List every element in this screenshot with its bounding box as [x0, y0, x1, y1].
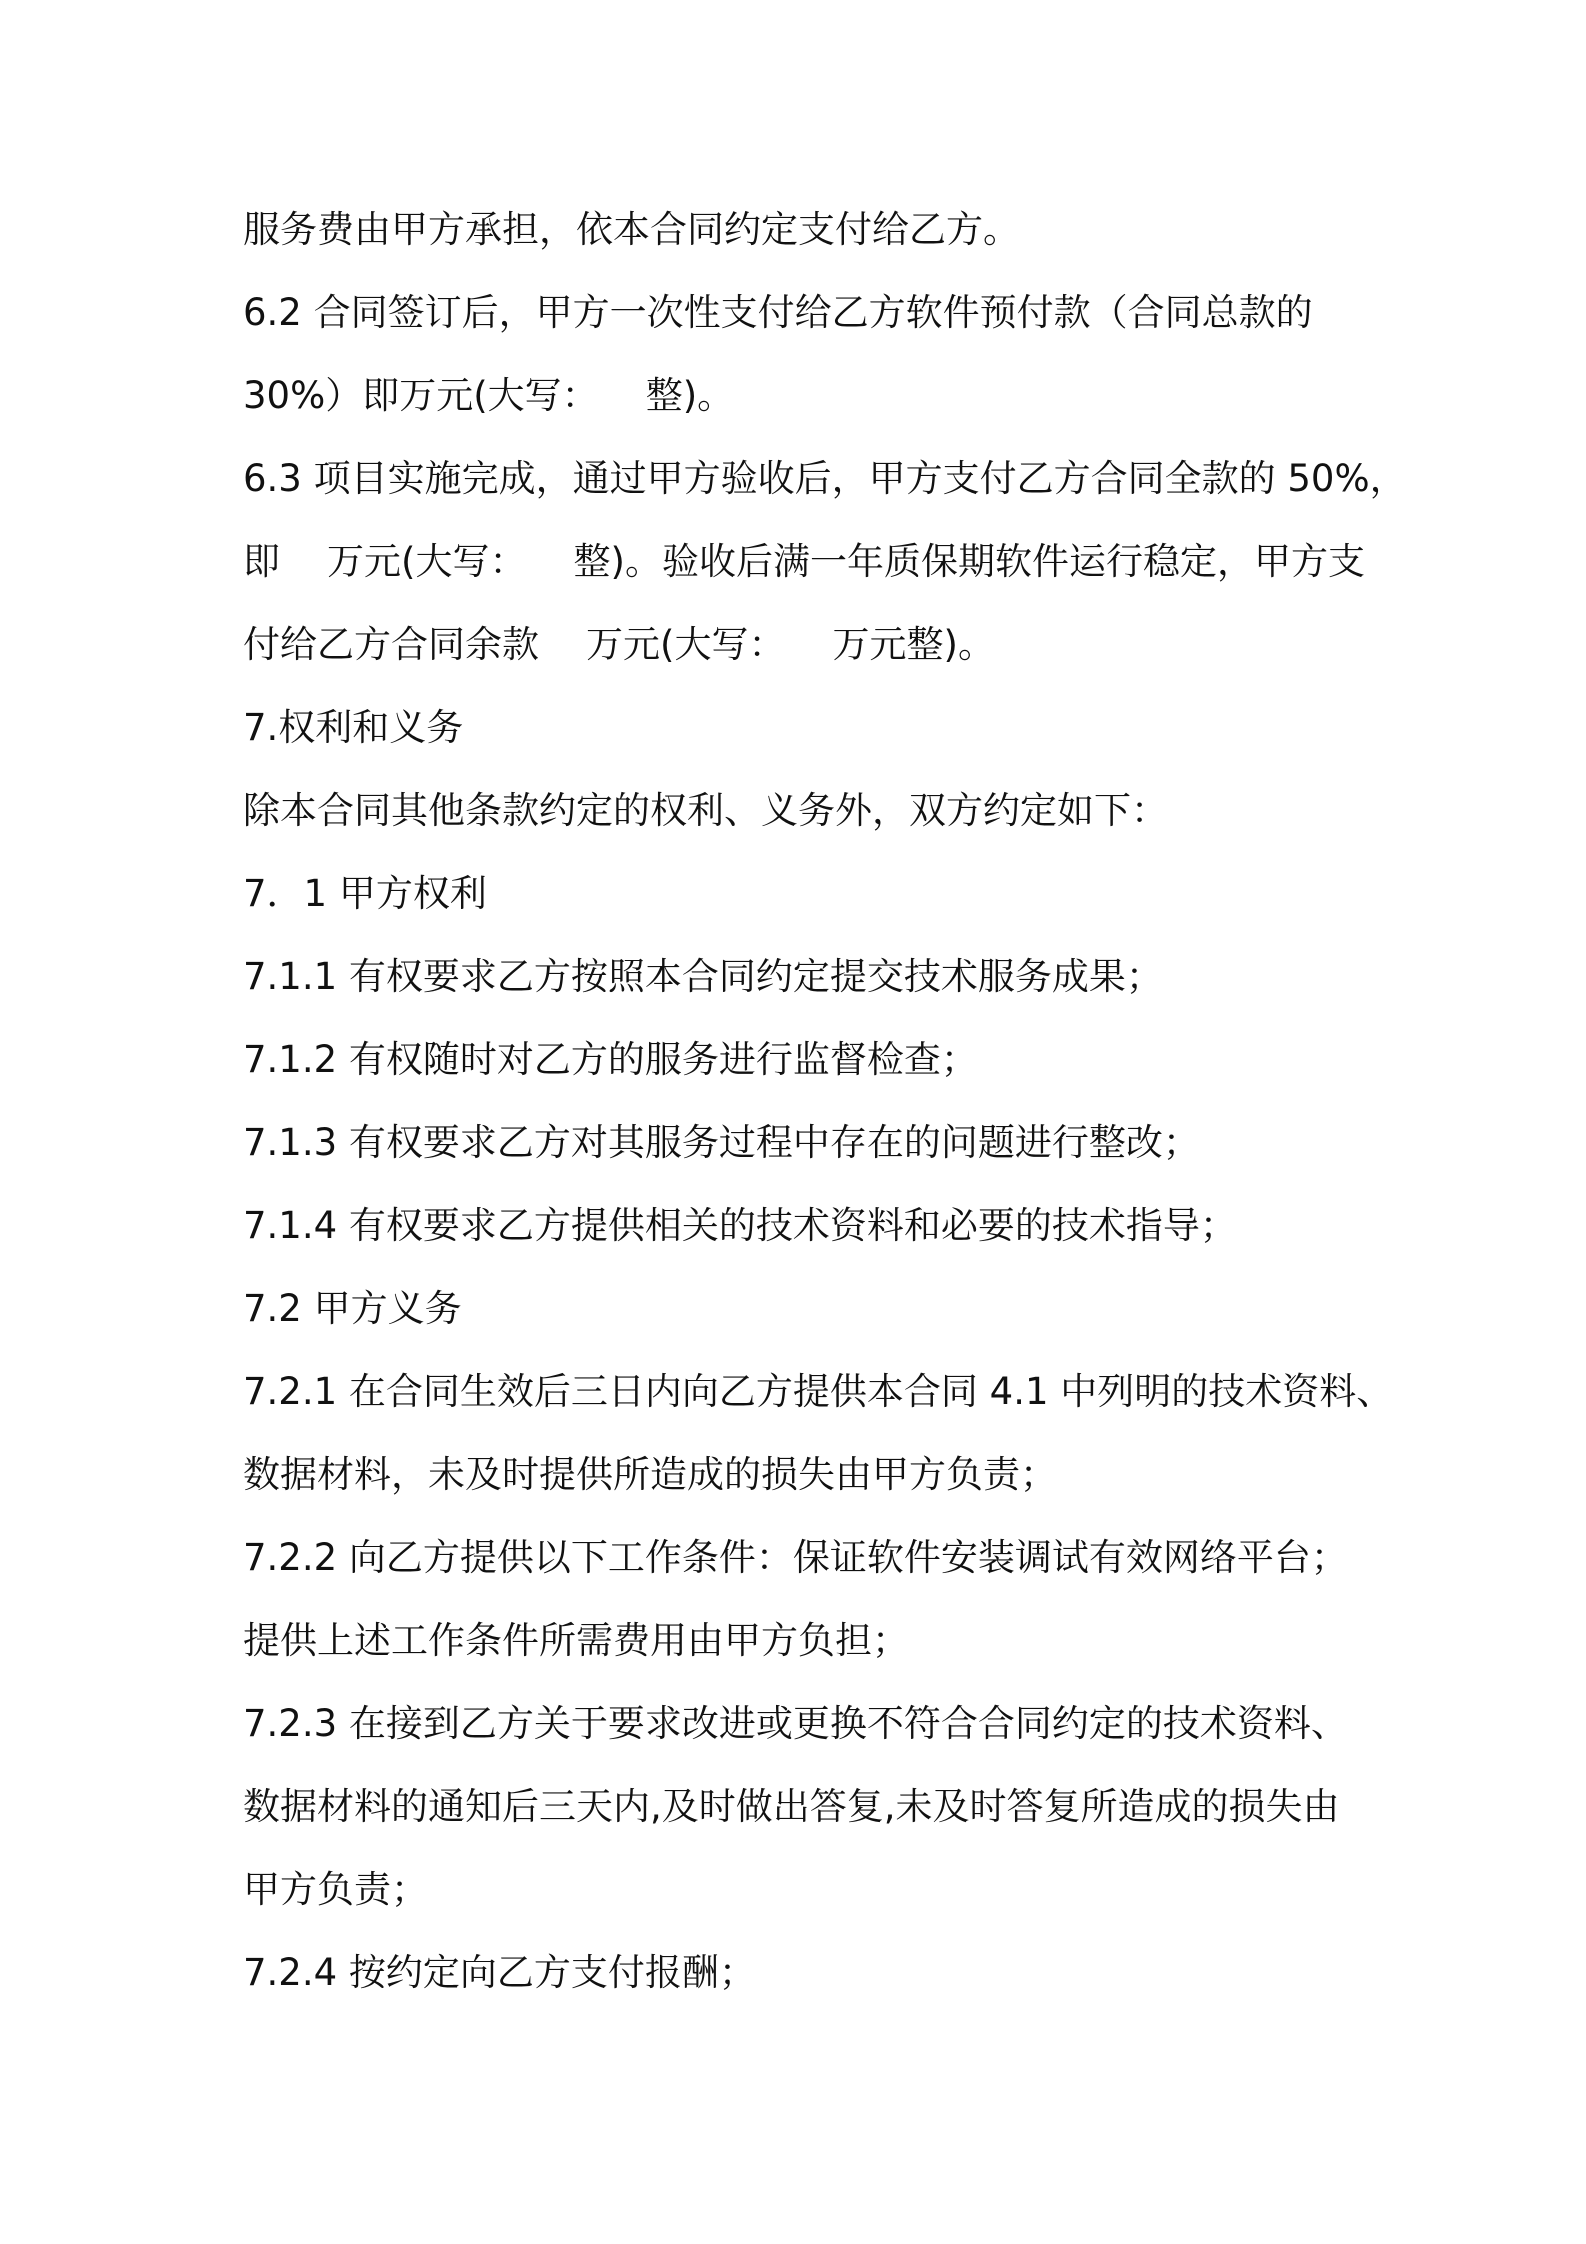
- text-line-7-2-2-b: 提供上述工作条件所需费用由甲方负担；: [243, 1619, 909, 1662]
- text-line-7-1-2: 7.1.2 有权随时对乙方的服务进行监督检查；: [243, 1038, 978, 1081]
- text-line-7-2-3-a: 7.2.3 在接到乙方关于要求改进或更换不符合合同约定的技术资料、: [243, 1702, 1348, 1745]
- text-line-7-2-1-a: 7.2.1 在合同生效后三日内向乙方提供本合同 4.1 中列明的技术资料、: [243, 1370, 1394, 1413]
- text-line-6-3-b: 即 万元(大写： 整)。验收后满一年质保期软件运行稳定，甲方支: [243, 540, 1365, 583]
- text-line-7-1-1: 7.1.1 有权要求乙方按照本合同约定提交技术服务成果；: [243, 955, 1163, 998]
- text-line-7-1-4: 7.1.4 有权要求乙方提供相关的技术资料和必要的技术指导；: [243, 1204, 1237, 1247]
- text-line-7-2-3-b: 数据材料的通知后三天内,及时做出答复,未及时答复所造成的损失由: [243, 1785, 1340, 1828]
- text-line-6-3-c: 付给乙方合同余款 万元(大写： 万元整)。: [243, 623, 995, 666]
- text-line-7-2-4: 7.2.4 按约定向乙方支付报酬；: [243, 1951, 756, 1994]
- text-line-7-intro: 除本合同其他条款约定的权利、义务外，双方约定如下：: [243, 789, 1168, 832]
- text-line-7-1-3: 7.1.3 有权要求乙方对其服务过程中存在的问题进行整改；: [243, 1121, 1200, 1164]
- text-line-7-2-1-b: 数据材料，未及时提供所造成的损失由甲方负责；: [243, 1453, 1057, 1496]
- text-line-6-2-a: 6.2 合同签订后，甲方一次性支付给乙方软件预付款（合同总款的: [243, 291, 1313, 334]
- subheading-7-2: 7.2 甲方义务: [243, 1287, 462, 1330]
- section-heading-7: 7.权利和义务: [243, 706, 464, 749]
- text-line-6-3-a: 6.3 项目实施完成，通过甲方验收后，甲方支付乙方合同全款的 50%，: [243, 457, 1407, 500]
- subheading-7-1: 7．1 甲方权利: [243, 872, 487, 915]
- text-line-service-fee: 服务费由甲方承担，依本合同约定支付给乙方。: [243, 208, 1020, 251]
- text-line-7-2-3-c: 甲方负责；: [243, 1868, 428, 1911]
- text-line-7-2-2-a: 7.2.2 向乙方提供以下工作条件：保证软件安装调试有效网络平台；: [243, 1536, 1348, 1579]
- text-line-6-2-b: 30%）即万元(大写： 整)。: [243, 374, 735, 417]
